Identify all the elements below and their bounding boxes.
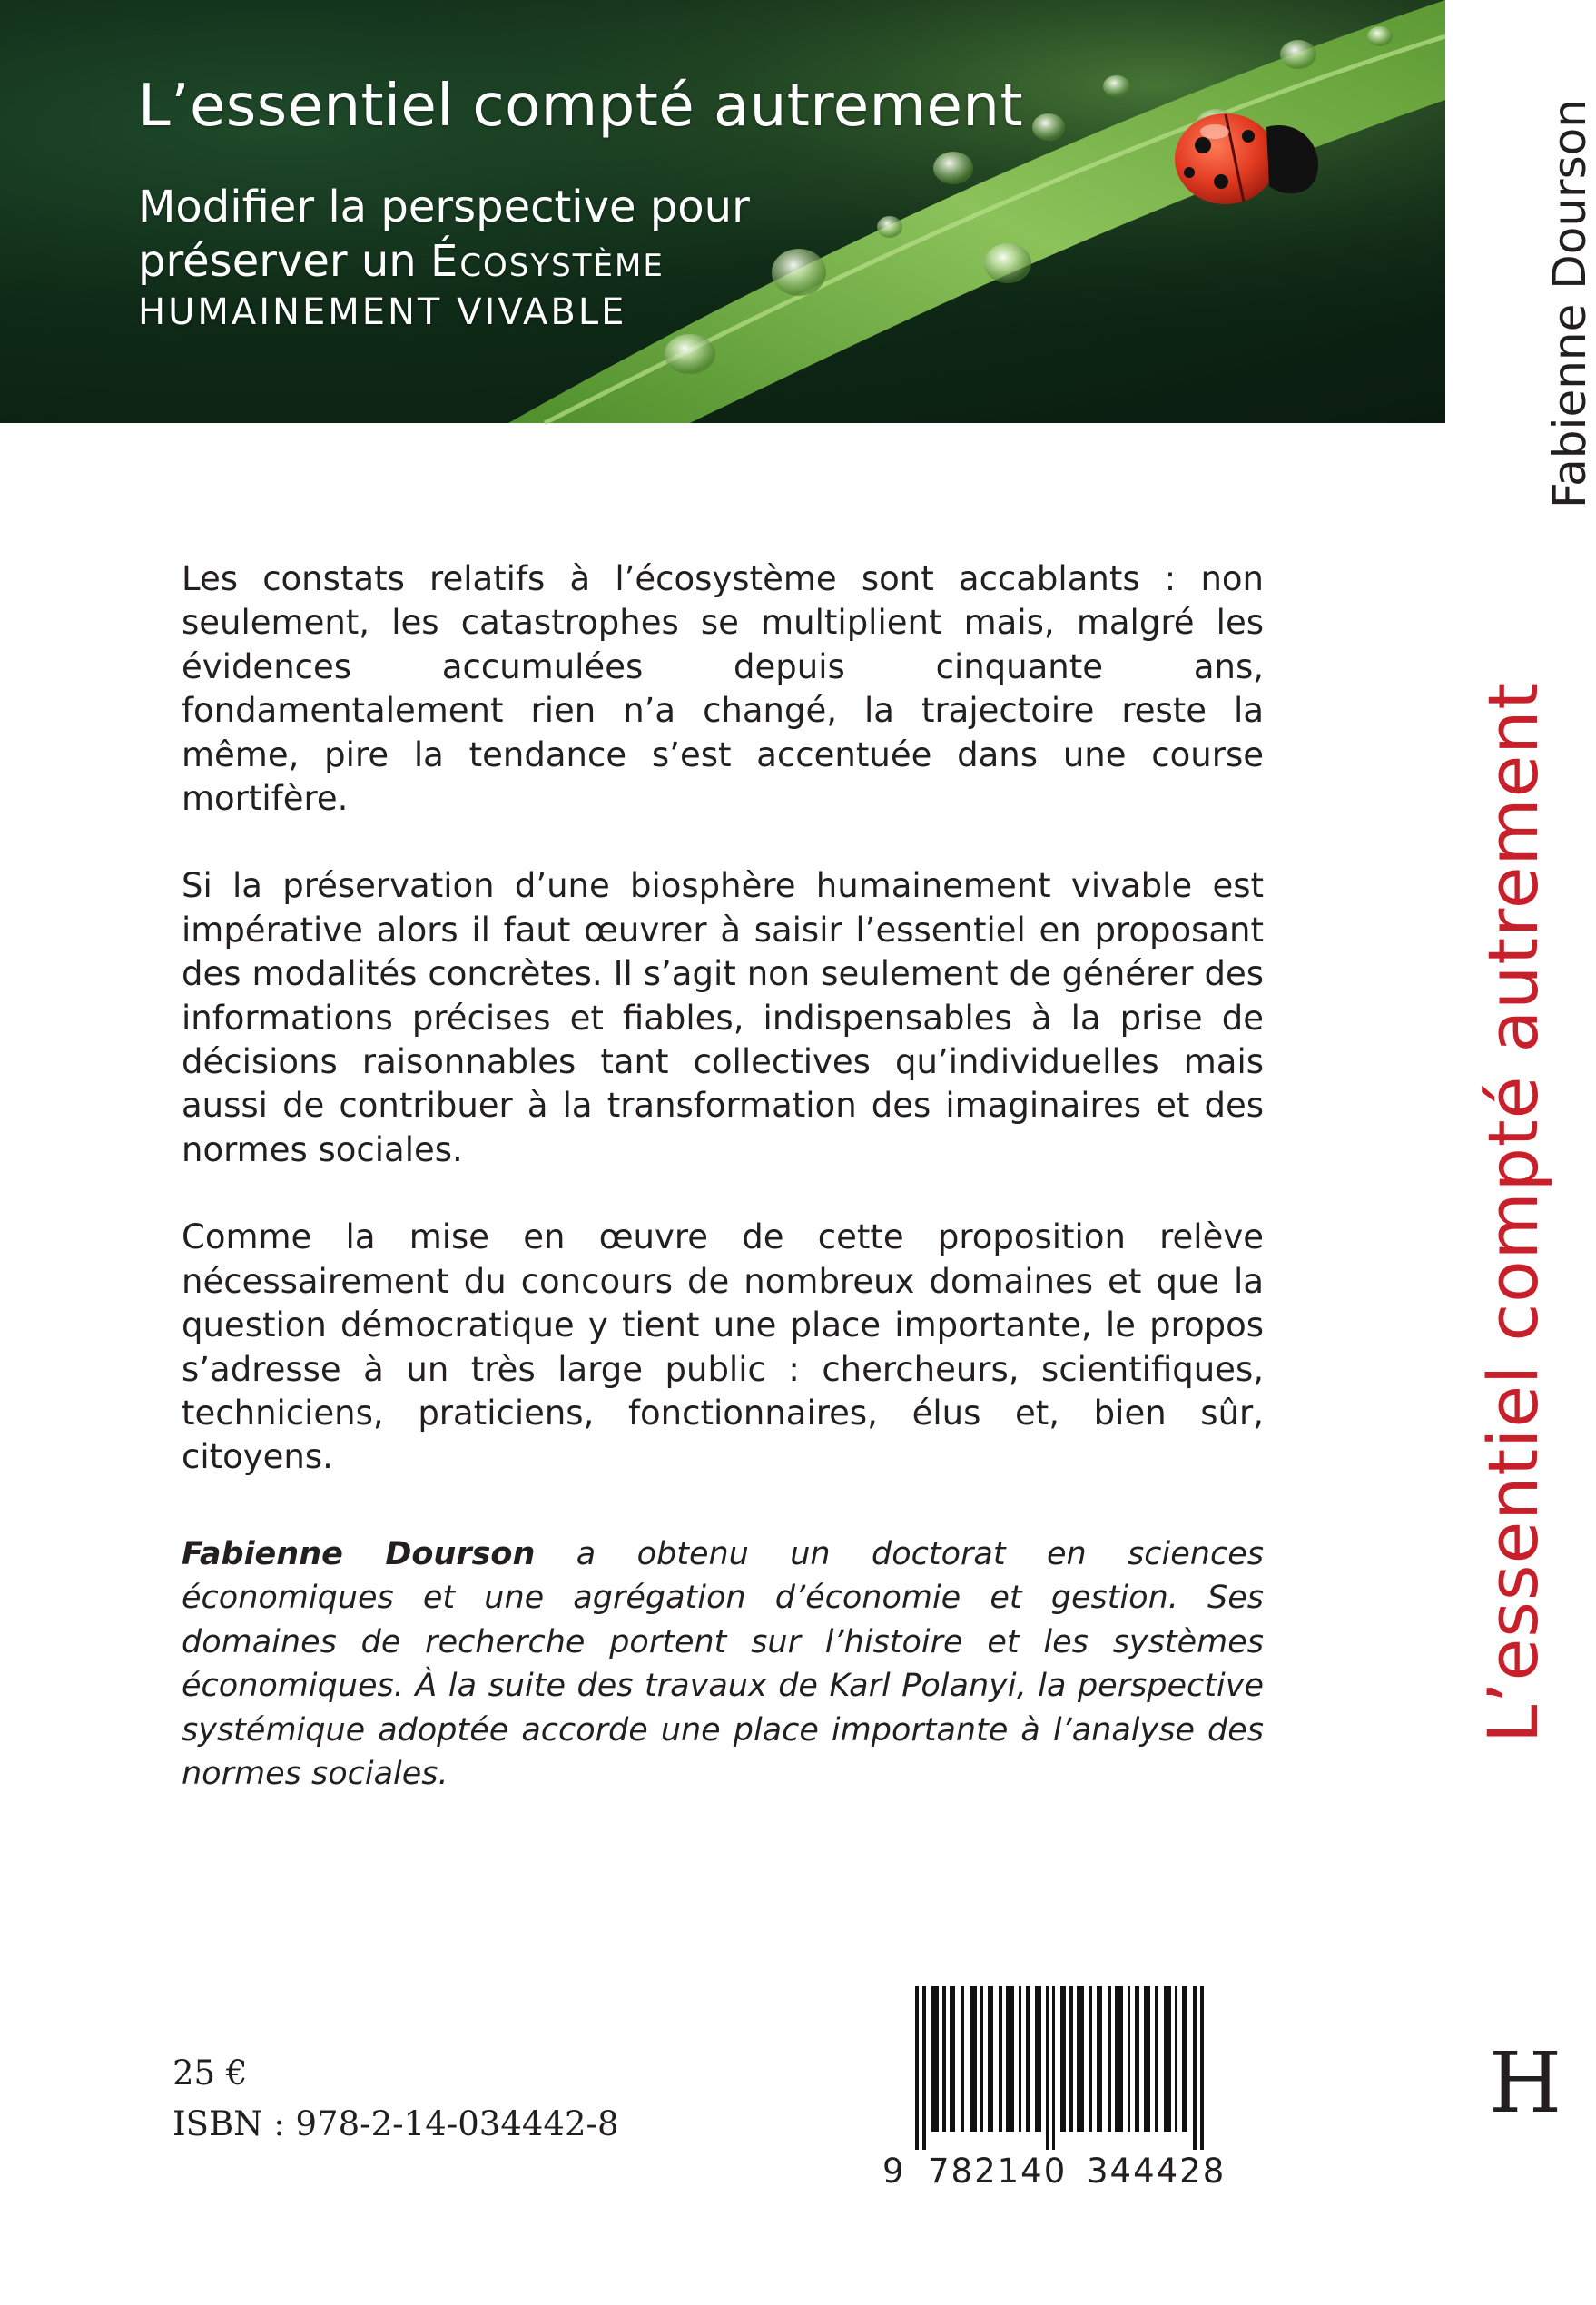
subtitle-line-2-caps: Écosystème [429, 236, 665, 287]
author-bio [182, 1532, 1264, 1796]
banner-subtitle [138, 180, 1023, 336]
author-bio-text: a obtenu un doctorat en sciences économiques et une agrégation d’économie et gestion. Ses domaines de recherche portent sur l’histoire et les systèmes économiques. À la suite des travaux de Karl Polanyi, la perspective systémique adoptée accorde une place importante à l’analyse des normes sociales. [182, 1536, 1264, 1793]
spine-title: L’essentiel compté autrement [1473, 681, 1553, 1743]
description-paragraph: Les constats relatifs à l’écosystème sont accablants : non seulement, les catastrophes se multiplient mais, malgré les évidences accumulées depuis cinquante ans, fondamentalement rien n’a changé, la trajectoire reste la même, pire la tendance s’est accentuée dans une course mortifère. [182, 559, 1264, 819]
barcode-group-1: 782140 [928, 2152, 1068, 2191]
barcode-group-2: 344428 [1087, 2152, 1227, 2191]
subtitle-line-1: Modifier la perspective pour [138, 182, 750, 232]
subtitle-line-3: HUMAINEMENT VIVABLE [138, 291, 627, 333]
author-name: Fabienne Dourson [182, 1536, 536, 1572]
subtitle-line-2 [138, 234, 1023, 289]
description-paragraph: Comme la mise en œuvre de cette proposition relève nécessairement du concours de nombreux domaines et que la question démocratique y tient une place importante, le propos s’adresse à un très large public : chercheurs, scientifiques, techniciens, praticiens, fonctionnaires, élus et, bien sûr, citoyens. [182, 1217, 1264, 1477]
banner-text [138, 73, 1023, 336]
publisher-logo: H [1489, 2034, 1562, 2132]
spine-author: Fabienne Dourson [1543, 99, 1596, 508]
subtitle-line-2-prefix: préserver un [138, 236, 430, 287]
back-cover-description [182, 557, 1264, 1523]
banner-title: L’essentiel compté autrement [138, 73, 1024, 140]
barcode-first-digit: 9 [882, 2152, 906, 2191]
isbn: ISBN : 978-2-14-034442-8 [172, 2104, 619, 2143]
cover-banner [0, 0, 1445, 423]
price: 25 € [172, 2054, 248, 2093]
description-paragraph: Si la préservation d’une biosphère humainement vivable est impérative alors il faut œuvrer à saisir l’essentiel en proposant des modalités concrètes. Il s’agit non seulement de générer des informations précises et fiables, indispensables à la prise de décisions raisonnables tant collectives qu’individuelles mais aussi de contribuer à la transformation des imaginaires et des normes sociales. [182, 866, 1264, 1169]
barcode-bars [882, 1986, 1238, 2150]
